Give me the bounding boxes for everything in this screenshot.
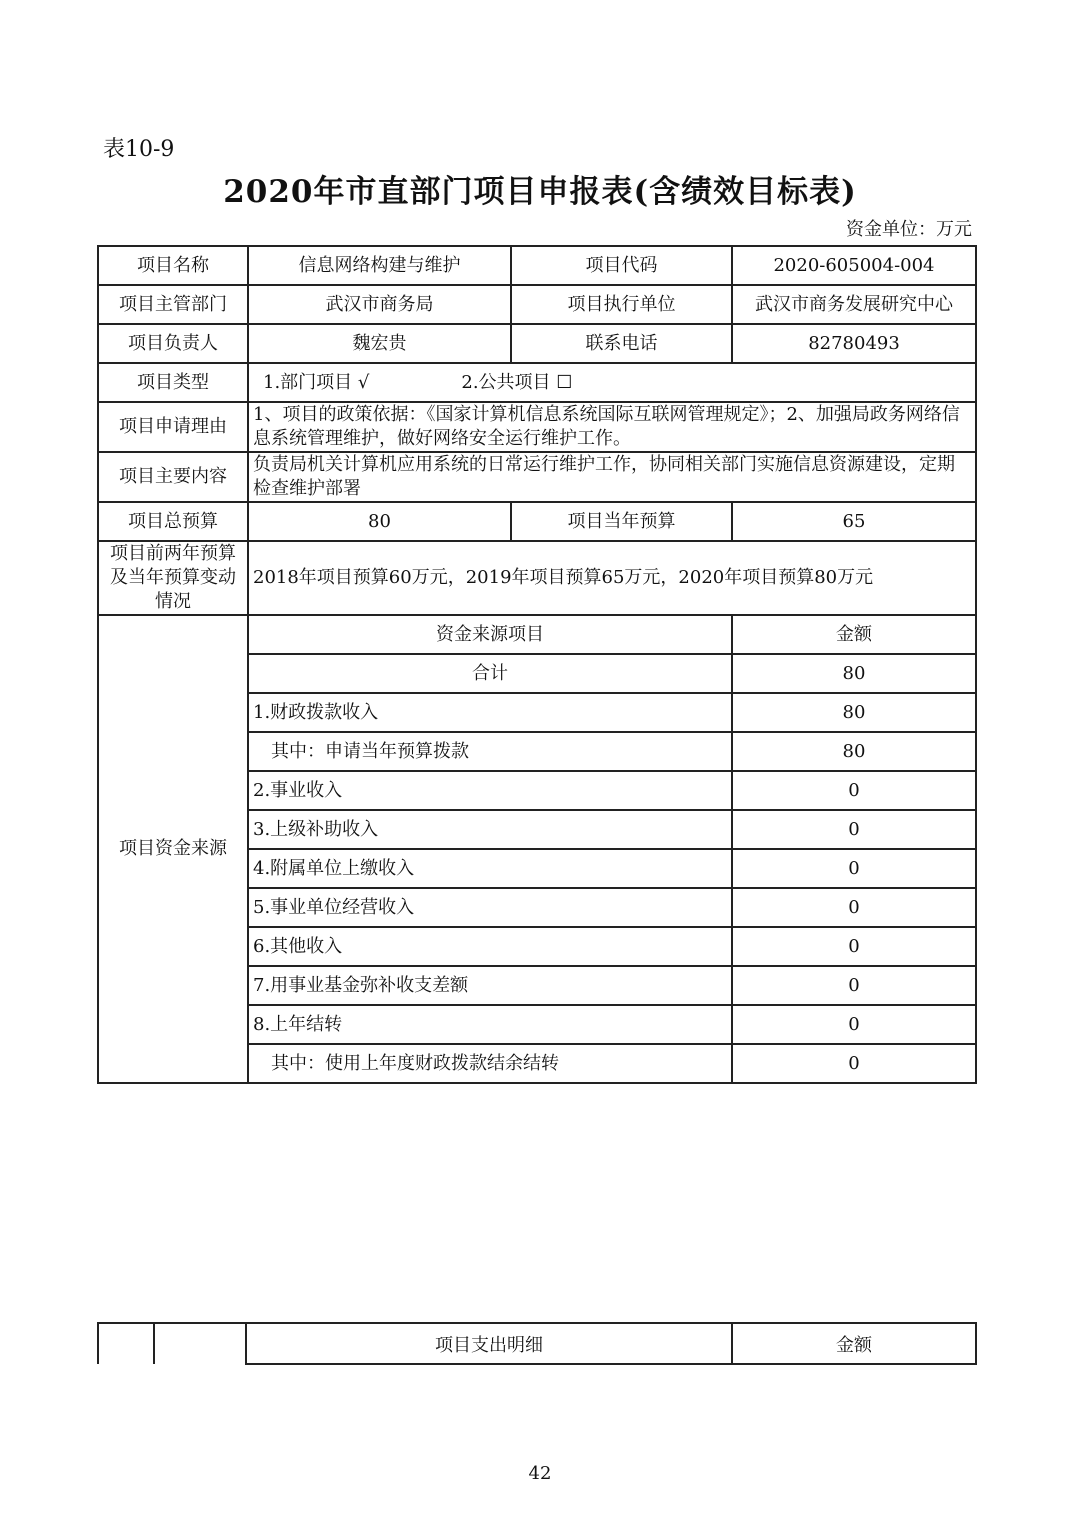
funding-amount: 0 [732, 1005, 976, 1044]
funding-head-item: 资金来源项目 [248, 615, 732, 654]
type-label: 项目类型 [98, 363, 248, 402]
reason-text: 1、项目的政策依据：《国家计算机信息系统国际互联网管理规定》；2、加强局政务网络信息系统管理维护，做好网络安全运行维护工作。 [248, 402, 976, 452]
funding-item: 1.财政拨款收入 [248, 693, 732, 732]
table-row [98, 502, 976, 541]
total-budget-value: 80 [248, 502, 511, 541]
funding-item: 其中：申请当年预算拨款 [248, 732, 732, 771]
table-row [98, 285, 976, 324]
owner-label: 项目负责人 [98, 324, 248, 363]
expense-detail-header [245, 1322, 977, 1365]
type-option-public: 2.公共项目 ☐ [461, 371, 573, 393]
funding-item: 6.其他收入 [248, 927, 732, 966]
budget-change-label: 项目前两年预算及当年预算变动情况 [98, 541, 248, 615]
table-row [98, 541, 976, 615]
funding-item: 7.用事业基金弥补收支差额 [248, 966, 732, 1005]
reason-label: 项目申请理由 [98, 402, 248, 452]
table-number: 表10-9 [103, 137, 175, 162]
table-row [98, 402, 976, 452]
funding-item: 5.事业单位经营收入 [248, 888, 732, 927]
table-row [98, 324, 976, 363]
budget-change-text: 2018年项目预算60万元，2019年项目预算65万元，2020年项目预算80万元 [248, 541, 976, 615]
owner-value: 魏宏贵 [248, 324, 511, 363]
funding-amount: 80 [732, 732, 976, 771]
table-row [98, 246, 976, 285]
dept-label: 项目主管部门 [98, 285, 248, 324]
funding-head-amount: 金额 [732, 615, 976, 654]
expense-label-stub [97, 1322, 247, 1364]
phone-value: 82780493 [732, 324, 976, 363]
funding-source-label: 项目资金来源 [98, 615, 248, 1083]
type-option-department: 1.部门项目 √ [263, 371, 370, 393]
document-title: 2020年市直部门项目申报表(含绩效目标表) [223, 174, 857, 210]
funding-amount: 0 [732, 849, 976, 888]
funding-amount: 0 [732, 927, 976, 966]
currency-unit: 资金单位：万元 [846, 219, 972, 240]
content-label: 项目主要内容 [98, 452, 248, 502]
funding-item: 2.事业收入 [248, 771, 732, 810]
current-budget-label: 项目当年预算 [511, 502, 732, 541]
funding-amount: 80 [732, 693, 976, 732]
exec-unit-value: 武汉市商务发展研究中心 [732, 285, 976, 324]
funding-item: 3.上级补助收入 [248, 810, 732, 849]
project-name-label: 项目名称 [98, 246, 248, 285]
phone-label: 联系电话 [511, 324, 732, 363]
expense-head-amount: 金额 [732, 1323, 976, 1364]
funding-amount: 0 [732, 966, 976, 1005]
table-row [98, 452, 976, 502]
funding-amount: 0 [732, 771, 976, 810]
table-row [98, 615, 976, 654]
current-budget-value: 65 [732, 502, 976, 541]
table-row [98, 363, 976, 402]
funding-item: 4.附属单位上缴收入 [248, 849, 732, 888]
dept-value: 武汉市商务局 [248, 285, 511, 324]
content-text: 负责局机关计算机应用系统的日常运行维护工作，协同相关部门实施信息资源建设，定期检查维护部署 [248, 452, 976, 502]
funding-item: 合计 [248, 654, 732, 693]
funding-item: 其中：使用上年度财政拨款结余结转 [248, 1044, 732, 1083]
project-code-value: 2020-605004-004 [732, 246, 976, 285]
project-application-table [97, 245, 977, 1084]
funding-amount: 0 [732, 1044, 976, 1083]
funding-amount: 80 [732, 654, 976, 693]
table-row [246, 1323, 976, 1364]
project-code-label: 项目代码 [511, 246, 732, 285]
funding-amount: 0 [732, 810, 976, 849]
funding-item: 8.上年结转 [248, 1005, 732, 1044]
total-budget-label: 项目总预算 [98, 502, 248, 541]
page-number: 42 [528, 1463, 552, 1484]
type-options [248, 363, 976, 402]
project-name-value: 信息网络构建与维护 [248, 246, 511, 285]
expense-head-item: 项目支出明细 [246, 1323, 732, 1364]
exec-unit-label: 项目执行单位 [511, 285, 732, 324]
funding-amount: 0 [732, 888, 976, 927]
